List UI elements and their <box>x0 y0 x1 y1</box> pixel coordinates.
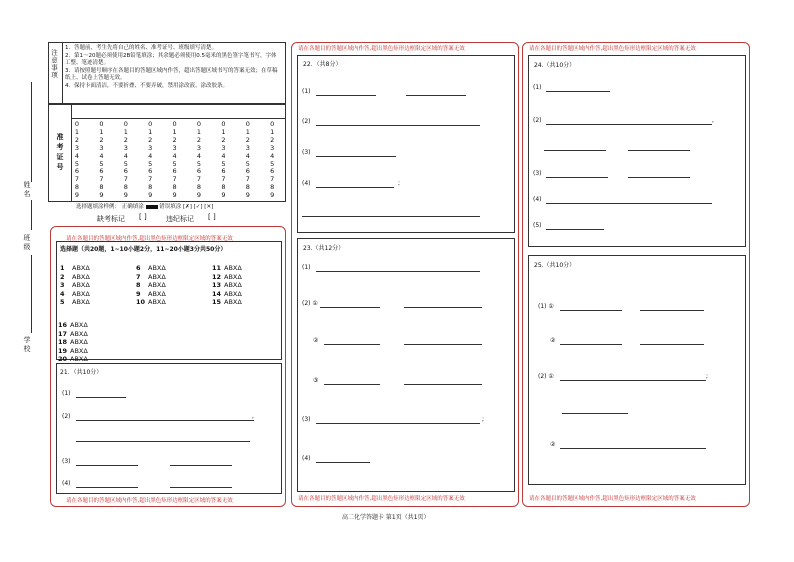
q25-label-2-2: ② <box>550 441 556 448</box>
exam-id-column[interactable] <box>70 121 84 200</box>
exam-id-digit[interactable]: 2 <box>99 135 104 144</box>
q22-label-2: (2) <box>302 118 311 125</box>
mc-question-row[interactable] <box>212 281 242 290</box>
exam-id-digit[interactable]: 3 <box>245 143 250 152</box>
mc-title: 选择题（共20题，1~10小题2分，11~20小题3分共50分） <box>60 246 227 253</box>
exam-id-digit[interactable]: 0 <box>74 120 80 128</box>
exam-id-digit[interactable]: 9 <box>99 191 104 200</box>
mc-option-bubbles[interactable]: ABXΔ <box>224 289 242 298</box>
q25-answer-1d[interactable] <box>640 344 704 345</box>
warning-top-left: 请在各题目的答题区域内作答,超出黑色矩形边框限定区域的答案无效 <box>66 236 233 242</box>
mc-option-bubbles[interactable]: ABXΔ <box>70 321 88 329</box>
mc-question-row[interactable] <box>58 321 88 330</box>
mc-option-bubbles[interactable]: ABXΔ <box>72 289 90 298</box>
mc-question-number: 16 <box>58 321 68 329</box>
q22-answer-1b[interactable] <box>406 95 466 96</box>
exam-id-column[interactable] <box>216 121 230 200</box>
q24-label-1: (1) <box>533 84 542 91</box>
exam-id-digit[interactable]: 9 <box>245 191 250 200</box>
q23-answer-2d[interactable] <box>404 344 482 345</box>
q23-label-1: (1) <box>302 264 311 271</box>
note-item: 2．第1～20题必须使用2B铅笔填涂；其余题必须使用0.5毫米的黑色签字笔书写，字体工整、笔迹清楚。 <box>65 52 277 67</box>
exam-id-digit[interactable]: 6 <box>123 167 128 176</box>
mc-option-bubbles[interactable]: ABXΔ <box>224 272 242 281</box>
mc-question-number: 18 <box>58 338 68 347</box>
q23-label-2-2: ② <box>313 337 319 344</box>
exam-id-digit[interactable]: 5 <box>245 159 250 168</box>
exam-id-column[interactable] <box>119 121 133 200</box>
q22-label-3: (3) <box>302 149 311 156</box>
mc-question-number: 12 <box>212 272 222 281</box>
q21-box <box>56 363 282 494</box>
class-line <box>31 200 32 230</box>
mc-question-row[interactable] <box>60 290 90 299</box>
q21-answer-2b[interactable] <box>76 441 250 442</box>
mc-question-number: 2 <box>60 272 65 281</box>
q24-box <box>528 55 746 247</box>
q25-label-1-1: (1) ① <box>538 303 554 310</box>
q22-answer-2[interactable] <box>316 125 480 126</box>
mc-question-number: 5 <box>60 298 65 307</box>
exam-id-digit[interactable]: 2 <box>148 135 153 144</box>
note-item: 4．保持卡面清洁，不要折叠、不要弄破，禁用涂改液、涂改胶条。 <box>65 82 229 89</box>
fill-correct-label: 选择题填涂样例： 正确填涂 <box>76 204 144 210</box>
exam-id-digit[interactable]: 7 <box>221 175 226 184</box>
q24-answer-3b[interactable] <box>628 177 690 178</box>
filled-mark-icon <box>146 205 158 209</box>
mc-question-number: 1 <box>60 264 65 272</box>
mc-question-row[interactable] <box>58 330 88 339</box>
exam-id-digit[interactable]: 6 <box>148 167 153 176</box>
q21-answer-2[interactable] <box>76 420 254 421</box>
q23-label-2-1: (2) ① <box>302 300 318 307</box>
exam-id-digit[interactable]: 4 <box>123 151 128 160</box>
mc-option-bubbles[interactable]: ABXΔ <box>148 272 166 281</box>
exam-id-digit[interactable]: 0 <box>245 120 250 128</box>
mc-option-bubbles[interactable]: ABXΔ <box>148 298 166 307</box>
q23-label-4: (4) <box>302 455 311 462</box>
mc-option-bubbles[interactable]: ABXΔ <box>224 298 242 307</box>
exam-id-label: 准考证号 <box>56 133 64 173</box>
exam-id-digit[interactable]: 4 <box>270 151 275 160</box>
q23-answer-2a[interactable] <box>320 307 380 308</box>
exam-id-digit[interactable]: 3 <box>270 143 275 152</box>
exam-id-digit[interactable]: 3 <box>196 143 202 152</box>
q24-answer-3a[interactable] <box>546 177 608 178</box>
name-line <box>31 82 32 182</box>
exam-id-digit[interactable]: 3 <box>148 143 153 152</box>
exam-id-digit[interactable]: 2 <box>74 135 80 144</box>
q21-label-2: (2) <box>62 413 71 420</box>
mc-option-bubbles[interactable]: ABXΔ <box>148 289 166 298</box>
exam-id-digit[interactable]: 0 <box>221 120 226 128</box>
exam-id-digit[interactable]: 8 <box>245 183 250 192</box>
exam-id-digit[interactable]: 7 <box>74 175 80 184</box>
q23-answer-2b[interactable] <box>404 307 482 308</box>
warning-bottom-right: 请在各题目的答题区域内作答,超出黑色矩形边框限定区域的答案无效 <box>529 496 696 502</box>
q21-answer-1[interactable] <box>76 397 126 398</box>
q24-label-2: (2) <box>533 117 542 124</box>
exam-id-digit[interactable]: 9 <box>196 191 202 200</box>
wrong-marks-icon: [✗] [✓] [✕] <box>183 204 214 210</box>
q25-title: 25.（共10分） <box>534 262 576 269</box>
q24-answer-4[interactable] <box>546 203 712 204</box>
exam-id-digit[interactable]: 7 <box>148 175 153 184</box>
exam-id-digit[interactable]: 5 <box>196 159 202 168</box>
exam-id-digit[interactable]: 1 <box>123 127 128 136</box>
exam-id-digit[interactable]: 1 <box>74 127 80 136</box>
q22-answer-4b[interactable] <box>302 216 480 217</box>
exam-id-column[interactable] <box>265 121 279 200</box>
violation-mark-box[interactable]: [ ] <box>208 213 216 221</box>
exam-id-digit[interactable]: 5 <box>270 159 275 168</box>
warning-top-middle: 请在各题目的答题区域内作答,超出黑色矩形边框限定区域的答案无效 <box>298 46 465 52</box>
mc-option-bubbles[interactable]: ABXΔ <box>148 264 166 272</box>
exam-id-digit[interactable]: 8 <box>172 183 177 192</box>
mc-option-bubbles[interactable]: ABXΔ <box>70 346 88 355</box>
q22-title: 22．（共8分） <box>303 61 342 68</box>
q23-label-3: (3) <box>302 416 311 423</box>
mc-question-number: 10 <box>136 298 146 307</box>
mc-question-number: 4 <box>60 289 65 298</box>
notes-title: 注意事项 <box>50 49 58 79</box>
exam-id-column[interactable] <box>241 121 255 200</box>
mc-option-bubbles[interactable]: ABXΔ <box>72 298 90 307</box>
mc-question-row[interactable] <box>136 273 166 282</box>
exam-id-column[interactable] <box>94 121 108 200</box>
school-line <box>31 255 32 333</box>
exam-id-digit[interactable]: 4 <box>221 151 226 160</box>
exam-id-digit[interactable]: 9 <box>221 191 226 200</box>
exam-id-digit[interactable]: 1 <box>245 127 250 136</box>
notes-list <box>65 45 279 91</box>
mc-option-bubbles[interactable]: ABXΔ <box>224 281 242 290</box>
exam-id-digit[interactable]: 4 <box>148 151 153 160</box>
exam-id-digit[interactable]: 2 <box>123 135 128 144</box>
q23-answer-2c[interactable] <box>324 344 380 345</box>
q23-answer-1[interactable] <box>316 271 480 272</box>
mc-question-number: 14 <box>212 289 222 298</box>
q21-label-4: (4) <box>62 480 71 487</box>
q24-answer-2[interactable] <box>546 124 712 125</box>
fill-example <box>76 202 213 210</box>
mc-question-row[interactable] <box>60 264 90 273</box>
exam-id-digit[interactable]: 0 <box>172 120 177 128</box>
q22-answer-1a[interactable] <box>316 95 376 96</box>
exam-id-digit[interactable]: 5 <box>221 159 226 168</box>
mc-question-row[interactable] <box>212 273 242 282</box>
exam-id-digit[interactable]: 3 <box>221 143 226 152</box>
q22-semicolon: ; <box>398 180 401 187</box>
q24-comma: , <box>712 117 714 124</box>
mc-group <box>58 321 88 364</box>
q21-answer-3b[interactable] <box>170 465 232 466</box>
mc-question-row[interactable] <box>136 281 166 290</box>
mc-question-number: 17 <box>58 329 68 338</box>
exam-id-digit[interactable]: 2 <box>245 135 250 144</box>
mc-question-number: 19 <box>58 346 68 355</box>
exam-id-digit[interactable]: 5 <box>123 159 128 168</box>
q23-title: 23.（共12分） <box>303 245 345 252</box>
q23-label-2-3: ③ <box>313 377 319 384</box>
exam-id-digit[interactable]: 6 <box>172 167 177 176</box>
mc-question-number: 6 <box>136 264 141 272</box>
exam-id-column[interactable] <box>192 121 206 200</box>
exam-id-digit[interactable]: 8 <box>123 183 128 192</box>
q24-answer-2b[interactable] <box>544 150 606 151</box>
mc-group <box>212 264 242 307</box>
mc-option-bubbles[interactable]: ABXΔ <box>70 329 88 338</box>
mc-question-row[interactable] <box>212 264 242 273</box>
mc-option-bubbles[interactable]: ABXΔ <box>148 281 166 290</box>
exam-id-digit[interactable]: 4 <box>196 151 202 160</box>
absent-mark-label: 缺考标记 <box>97 215 125 223</box>
q24-answer-5[interactable] <box>546 229 604 230</box>
exam-id-digit[interactable]: 1 <box>196 127 202 136</box>
exam-id-digit[interactable]: 4 <box>99 151 104 160</box>
exam-id-digit[interactable]: 8 <box>270 183 275 192</box>
exam-id-digit[interactable]: 4 <box>245 151 250 160</box>
exam-id-digit[interactable]: 9 <box>270 191 275 200</box>
mc-question-number: 20 <box>58 355 68 364</box>
exam-id-column[interactable] <box>143 121 157 200</box>
mc-question-row[interactable] <box>212 298 242 307</box>
exam-id-digit[interactable]: 1 <box>270 127 275 136</box>
exam-id-digit[interactable]: 6 <box>270 167 275 176</box>
exam-id-digit[interactable]: 3 <box>74 143 80 152</box>
q21-answer-4a[interactable] <box>76 487 138 488</box>
exam-id-digit[interactable]: 4 <box>74 151 80 160</box>
q24-title: 24.（共10分） <box>534 62 576 69</box>
exam-id-digit[interactable]: 8 <box>74 183 80 192</box>
mc-question-row[interactable] <box>58 338 88 347</box>
exam-id-digit[interactable]: 5 <box>74 159 80 168</box>
mc-question-number: 11 <box>212 264 222 272</box>
mc-question-number: 13 <box>212 281 222 290</box>
exam-id-digit[interactable]: 7 <box>245 175 250 184</box>
exam-id-digit[interactable]: 7 <box>270 175 275 184</box>
exam-id-digit[interactable]: 5 <box>99 159 104 168</box>
q22-label-4: (4) <box>302 180 311 187</box>
exam-id-digit[interactable]: 7 <box>123 175 128 184</box>
q25-answer-1c[interactable] <box>560 344 622 345</box>
exam-id-digit[interactable]: 2 <box>172 135 177 144</box>
exam-id-digit[interactable]: 6 <box>99 167 104 176</box>
exam-id-digit[interactable]: 8 <box>196 183 202 192</box>
exam-id-digit[interactable]: 9 <box>123 191 128 200</box>
exam-id-digit[interactable]: 0 <box>196 120 202 128</box>
mc-question-row[interactable] <box>136 264 166 273</box>
class-label: 班级 <box>23 234 31 252</box>
exam-id-digit[interactable]: 8 <box>221 183 226 192</box>
fill-wrong-label: 错误填涂 <box>159 204 182 210</box>
exam-id-digit[interactable]: 2 <box>196 135 202 144</box>
exam-id-digit[interactable]: 0 <box>99 120 104 128</box>
exam-id-digit[interactable]: 6 <box>74 167 80 176</box>
q24-answer-2c[interactable] <box>628 150 690 151</box>
exam-id-column[interactable] <box>168 121 182 200</box>
mc-question-row[interactable] <box>60 298 90 307</box>
mc-group <box>136 264 166 307</box>
q21-label-1: (1) <box>62 390 71 397</box>
q22-label-1: (1) <box>302 88 311 95</box>
violation-mark-label: 违纪标记 <box>166 215 194 223</box>
q25-label-1-2: ② <box>550 337 556 344</box>
warning-bottom-left: 请在各题目的答题区域内作答,超出黑色矩形边框限定区域的答案无效 <box>66 498 233 504</box>
q25-semicolon: ; <box>706 373 709 380</box>
exam-id-digit[interactable]: 0 <box>123 120 128 128</box>
q23-answer-2f[interactable] <box>404 384 482 385</box>
mc-question-row[interactable] <box>212 290 242 299</box>
mc-question-number: 8 <box>136 281 141 290</box>
exam-id-digit[interactable]: 0 <box>148 120 153 128</box>
exam-id-digit[interactable]: 1 <box>172 127 177 136</box>
note-item: 1．答题前，考生先将自己的姓名、准考证号、班级填写清楚。 <box>65 45 218 51</box>
exam-id-digit[interactable]: 9 <box>148 191 153 200</box>
q21-label-3: (3) <box>62 458 71 465</box>
exam-id-digit[interactable]: 3 <box>123 143 128 152</box>
q24-label-3: (3) <box>533 170 542 177</box>
q23-answer-4[interactable] <box>316 462 370 463</box>
exam-id-digit[interactable]: 2 <box>270 135 275 144</box>
q22-box <box>297 55 515 233</box>
mc-question-row[interactable] <box>58 347 88 356</box>
q22-answer-3[interactable] <box>316 156 396 157</box>
exam-id-digit[interactable]: 8 <box>148 183 153 192</box>
q21-comma: , <box>252 413 254 420</box>
warning-bottom-middle: 请在各题目的答题区域内作答,超出黑色矩形边框限定区域的答案无效 <box>298 496 465 502</box>
mc-question-number: 3 <box>60 281 65 290</box>
exam-id-digit[interactable]: 6 <box>221 167 226 176</box>
exam-id-digit[interactable]: 8 <box>99 183 104 192</box>
mc-question-row[interactable] <box>60 273 90 282</box>
q21-title: 21．（共10分） <box>60 369 103 376</box>
exam-id-digit[interactable]: 4 <box>172 151 177 160</box>
q25-answer-1b[interactable] <box>640 310 704 311</box>
exam-id-digit[interactable]: 6 <box>245 167 250 176</box>
page-footer: 高二化学答题卡 第1页（共1页） <box>342 514 430 521</box>
exam-id-digit[interactable]: 3 <box>172 143 177 152</box>
q21-answer-3a[interactable] <box>76 465 138 466</box>
mc-option-bubbles[interactable]: ABXΔ <box>72 272 90 281</box>
q24-label-4: (4) <box>533 196 542 203</box>
mc-question-number: 15 <box>212 298 222 307</box>
exam-id-digit[interactable]: 9 <box>74 191 80 200</box>
school-label: 学校 <box>23 336 31 354</box>
exam-id-digit[interactable]: 0 <box>270 120 275 128</box>
exam-id-digit[interactable]: 2 <box>221 135 226 144</box>
mc-option-bubbles[interactable]: ABXΔ <box>70 338 88 347</box>
exam-id-digit[interactable]: 7 <box>99 175 104 184</box>
q25-answer-2c[interactable] <box>560 448 706 449</box>
exam-id-digit[interactable]: 7 <box>172 175 177 184</box>
exam-id-digit[interactable]: 5 <box>148 159 153 168</box>
q23-box <box>297 238 515 492</box>
exam-id-digit[interactable]: 1 <box>148 127 153 136</box>
absent-mark-box[interactable]: [ ] <box>139 213 147 221</box>
warning-top-right: 请在各题目的答题区域内作答,超出黑色矩形边框限定区域的答案无效 <box>529 46 696 52</box>
q23-semicolon: ; <box>482 416 485 423</box>
notes-box <box>48 42 286 104</box>
mc-option-bubbles[interactable]: ABXΔ <box>72 264 90 272</box>
mc-group <box>60 264 90 307</box>
exam-id-digit[interactable]: 5 <box>172 159 177 168</box>
note-item: 3．请按照题号顺序在各题目的答题区域内作答，超出答题区域书写的答案无效；在草稿纸上、试卷上答题无效。 <box>65 67 278 82</box>
q25-box <box>528 255 746 485</box>
name-label: 姓名 <box>23 181 31 199</box>
mc-question-row[interactable] <box>136 298 166 307</box>
exam-id-digit[interactable]: 6 <box>196 167 202 176</box>
q25-answer-1a[interactable] <box>560 310 622 311</box>
mc-question-number: 7 <box>136 272 141 281</box>
exam-id-digit[interactable]: 9 <box>172 191 177 200</box>
exam-id-digit[interactable]: 3 <box>99 143 104 152</box>
mc-option-bubbles[interactable]: ABXΔ <box>72 281 90 290</box>
mc-option-bubbles[interactable]: ABXΔ <box>70 355 88 364</box>
q23-answer-2e[interactable] <box>324 384 380 385</box>
exam-id-digit[interactable]: 1 <box>99 127 104 136</box>
q21-answer-4b[interactable] <box>170 487 232 488</box>
q25-answer-2a[interactable] <box>560 380 706 381</box>
mc-question-row[interactable] <box>136 290 166 299</box>
q24-answer-1[interactable] <box>546 91 610 92</box>
mc-option-bubbles[interactable]: ABXΔ <box>224 264 242 272</box>
exam-id-digit[interactable]: 1 <box>221 127 226 136</box>
exam-id-digit[interactable]: 7 <box>196 175 202 184</box>
mc-question-row[interactable] <box>60 281 90 290</box>
mc-question-number: 9 <box>136 289 141 298</box>
q22-answer-4[interactable] <box>316 187 394 188</box>
q25-answer-2b[interactable] <box>562 413 628 414</box>
q25-label-2-1: (2) ① <box>538 373 554 380</box>
q24-label-5: (5) <box>533 222 542 229</box>
q23-answer-3[interactable] <box>316 423 480 424</box>
